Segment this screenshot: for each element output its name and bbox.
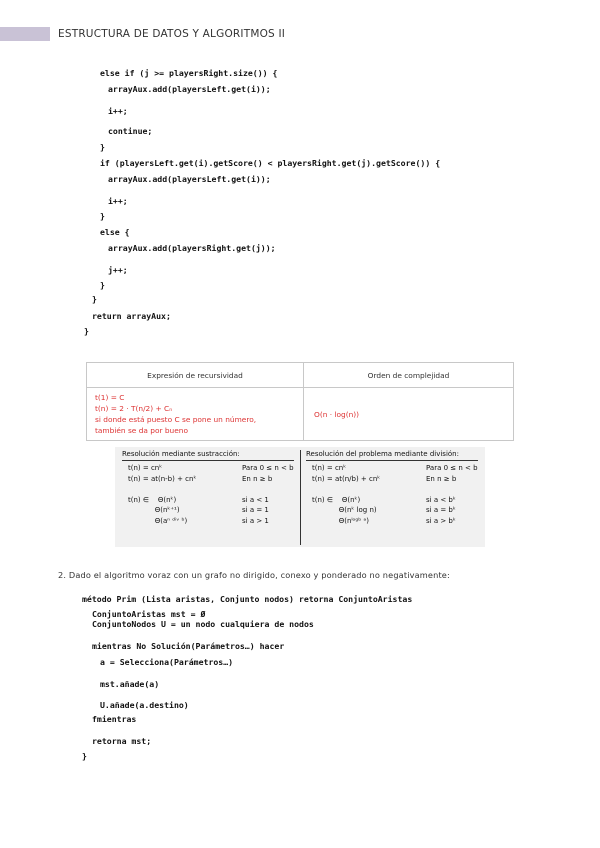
code-line: i++; [108, 106, 128, 116]
code-line: método Prim (Lista aristas, Conjunto nodos) retorna ConjuntoAristas [82, 594, 413, 604]
theory-formula: t(n) = cnᵏ [128, 464, 163, 472]
theory-divider [300, 450, 301, 545]
col-header-recursion: Expresión de recursividad [87, 363, 304, 388]
theory-formula: t(n) ∈ Θ(nᵏ) [128, 495, 177, 504]
question-2: 2. Dado el algoritmo voraz con un grafo no dirigido, conexo y ponderado no negativamente: [58, 570, 450, 580]
theory-condition: si a > 1 [242, 516, 269, 525]
theory-condition: si a < bᵏ [426, 495, 456, 504]
theory-condition: Para 0 ≤ n < b [426, 464, 478, 472]
code-line: ConjuntoNodos U = un nodo cualquiera de nodos [92, 619, 314, 629]
theory-formula: Θ(aⁿ ᵈⁱᵛ ᵇ) [128, 516, 188, 525]
code-line: arrayAux.add(playersLeft.get(i)); [108, 84, 271, 94]
theory-condition: En n ≥ b [426, 474, 457, 483]
theory-formula: Θ(nˡᵒᵍᵇ ᵃ) [312, 516, 369, 525]
code-line: continue; [108, 126, 153, 136]
theory-formula: Θ(nᵏ⁺¹) [128, 506, 180, 514]
code-line: i++; [108, 196, 128, 206]
theory-row [306, 506, 478, 517]
code-line: } [92, 294, 97, 304]
code-line: } [100, 142, 105, 152]
theory-row [306, 496, 478, 507]
recurrence-table [86, 362, 514, 441]
header-accent-bar [0, 27, 50, 41]
theory-condition: En n ≥ b [242, 474, 273, 483]
code-line: arrayAux.add(playersLeft.get(i)); [108, 174, 271, 184]
theory-condition: si a = 1 [242, 506, 269, 514]
code-line: arrayAux.add(playersRight.get(j)); [108, 243, 276, 253]
recursion-line: también se da por bueno [95, 426, 188, 435]
theory-row [306, 517, 478, 528]
code-line: j++; [108, 265, 128, 275]
code-line: mientras No Solución(Parámetros…) hacer [92, 641, 285, 651]
theory-row [122, 475, 294, 486]
code-line: else if (j >= playersRight.size()) { [100, 68, 278, 78]
theory-condition: si a < 1 [242, 495, 269, 504]
code-line: } [100, 211, 105, 221]
theory-row [306, 464, 478, 475]
subtraction-theory [122, 450, 294, 527]
code-line: } [100, 280, 105, 290]
theory-condition: si a = bᵏ [426, 506, 456, 514]
theory-row [122, 496, 294, 507]
theory-condition: Para 0 ≤ n < b [242, 464, 294, 472]
code-line: else { [100, 227, 130, 237]
code-line: mst.añade(a) [100, 679, 160, 689]
recursion-line: si donde está puesto C se pone un número, [95, 415, 257, 424]
code-line: retorna mst; [92, 736, 152, 746]
page-header-title: ESTRUCTURA DE DATOS Y ALGORITMOS II [58, 28, 286, 40]
recursion-expression [87, 388, 304, 441]
theory-formula: t(n) ∈ Θ(nᵏ) [312, 495, 361, 504]
code-line: if (playersLeft.get(i).getScore() < playersRight.get(j).getScore()) { [100, 158, 441, 168]
code-line: U.añade(a.destino) [100, 700, 189, 710]
theory-row [306, 485, 478, 496]
code-line: } [84, 326, 89, 336]
theory-formula: t(n) = cnᵏ [312, 464, 347, 472]
theory-row [122, 485, 294, 496]
subtraction-title: Resolución mediante sustracción: [122, 450, 294, 461]
theory-condition: si a > bᵏ [426, 516, 456, 525]
theory-row [122, 464, 294, 475]
code-line: ConjuntoAristas mst = Ø [92, 609, 206, 619]
theory-formula: Θ(nᵏ log n) [312, 506, 377, 514]
code-line: a = Selecciona(Parámetros…) [100, 657, 234, 667]
col-header-complexity: Orden de complejidad [304, 363, 514, 388]
division-theory [306, 450, 478, 527]
complexity-order: O(n · log(n)) [304, 388, 514, 441]
code-line: } [82, 751, 87, 761]
division-title: Resolución del problema mediante división: [306, 450, 478, 461]
theory-formula: t(n) = at(n-b) + cnᵏ [128, 474, 197, 483]
theory-row [122, 506, 294, 517]
theory-row [122, 517, 294, 528]
recursion-line: t(n) = 2 · T(n/2) + Cₙ [95, 404, 173, 413]
theory-formula: t(n) = at(n/b) + cnᵏ [312, 474, 381, 483]
theory-row [306, 475, 478, 486]
recursion-line: t(1) = C [95, 393, 125, 402]
code-line: return arrayAux; [92, 311, 171, 321]
code-line: fmientras [92, 714, 137, 724]
